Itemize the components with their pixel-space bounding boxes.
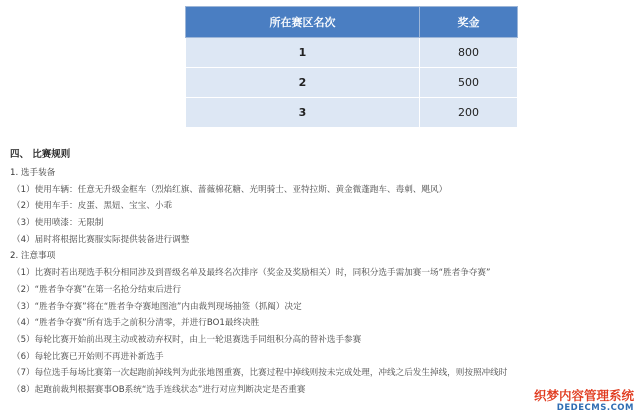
list-item: （4）届时将根据比赛服实际提供装备进行调整: [12, 234, 190, 245]
rank-cell: 2: [186, 68, 420, 98]
list-item: （1）使用车辆：任意无升级金框车（烈焰红旗、蔷薇棉花糖、光明骑士、亚特拉斯、黄金微蓬跑车、毒刺、飓风）: [12, 184, 448, 195]
list-item: （5）每轮比赛开始前出现主动或被动弃权时，由上一轮退赛选手同组积分高的替补选手参赛: [12, 334, 362, 345]
list-item: （2）使用车手：皮蛋、黑妞、宝宝、小乖: [12, 201, 173, 212]
table-row: [186, 38, 518, 68]
watermark: [522, 388, 634, 416]
rank-cell: 1: [186, 38, 420, 68]
watermark-main-text: 织梦内容管理系统: [533, 388, 634, 403]
subsection-notes: 2. 注意事项: [10, 251, 56, 262]
list-item: （3）使用喷漆：无限制: [12, 218, 104, 229]
rules-title: 四、 比赛规则: [10, 149, 71, 160]
table-row: [186, 98, 518, 128]
list-item: （3）“胜者争夺赛”将在“胜者争夺赛地图池”内由裁判现场抽签（抓阄）决定: [12, 301, 302, 312]
rank-cell: 3: [186, 98, 420, 128]
list-item: （4）“胜者争夺赛”所有选手之前积分清零，并进行BO1最终决胜: [12, 318, 260, 329]
header-prize: 奖金: [420, 7, 518, 38]
table-header-row: [186, 7, 518, 38]
list-item: （7）每位选手每场比赛第一次起跑前掉线判为此张地图重赛，比赛过程中掉线则按未完成处理，冲线之后发生掉线，则按照冲线时: [12, 368, 508, 379]
prize-cell: 800: [420, 38, 518, 68]
list-item: （6）每轮比赛已开始则不再进补新选手: [12, 351, 164, 362]
list-item: （8）起跑前裁判根据赛事OB系统“选手连线状态”进行对应判断决定是否重赛: [12, 384, 306, 395]
rules-section: [10, 146, 640, 400]
prize-cell: 500: [420, 68, 518, 98]
prize-table: [185, 6, 518, 128]
subsection-equipment: 1. 选手装备: [10, 168, 56, 178]
list-item: （1）比赛时若出现选手积分相同涉及到晋级名单及最终名次排序（奖金及奖励相关）时，同积分选手需加赛一场“胜者争夺赛”: [12, 268, 491, 279]
list-item: （2）“胜者争夺赛”在第一名抢分结束后进行: [12, 284, 182, 295]
header-rank: 所在赛区名次: [186, 7, 420, 38]
table-row: [186, 68, 518, 98]
prize-cell: 200: [420, 98, 518, 128]
watermark-sub-text: DEDECMS.COM: [556, 403, 634, 413]
